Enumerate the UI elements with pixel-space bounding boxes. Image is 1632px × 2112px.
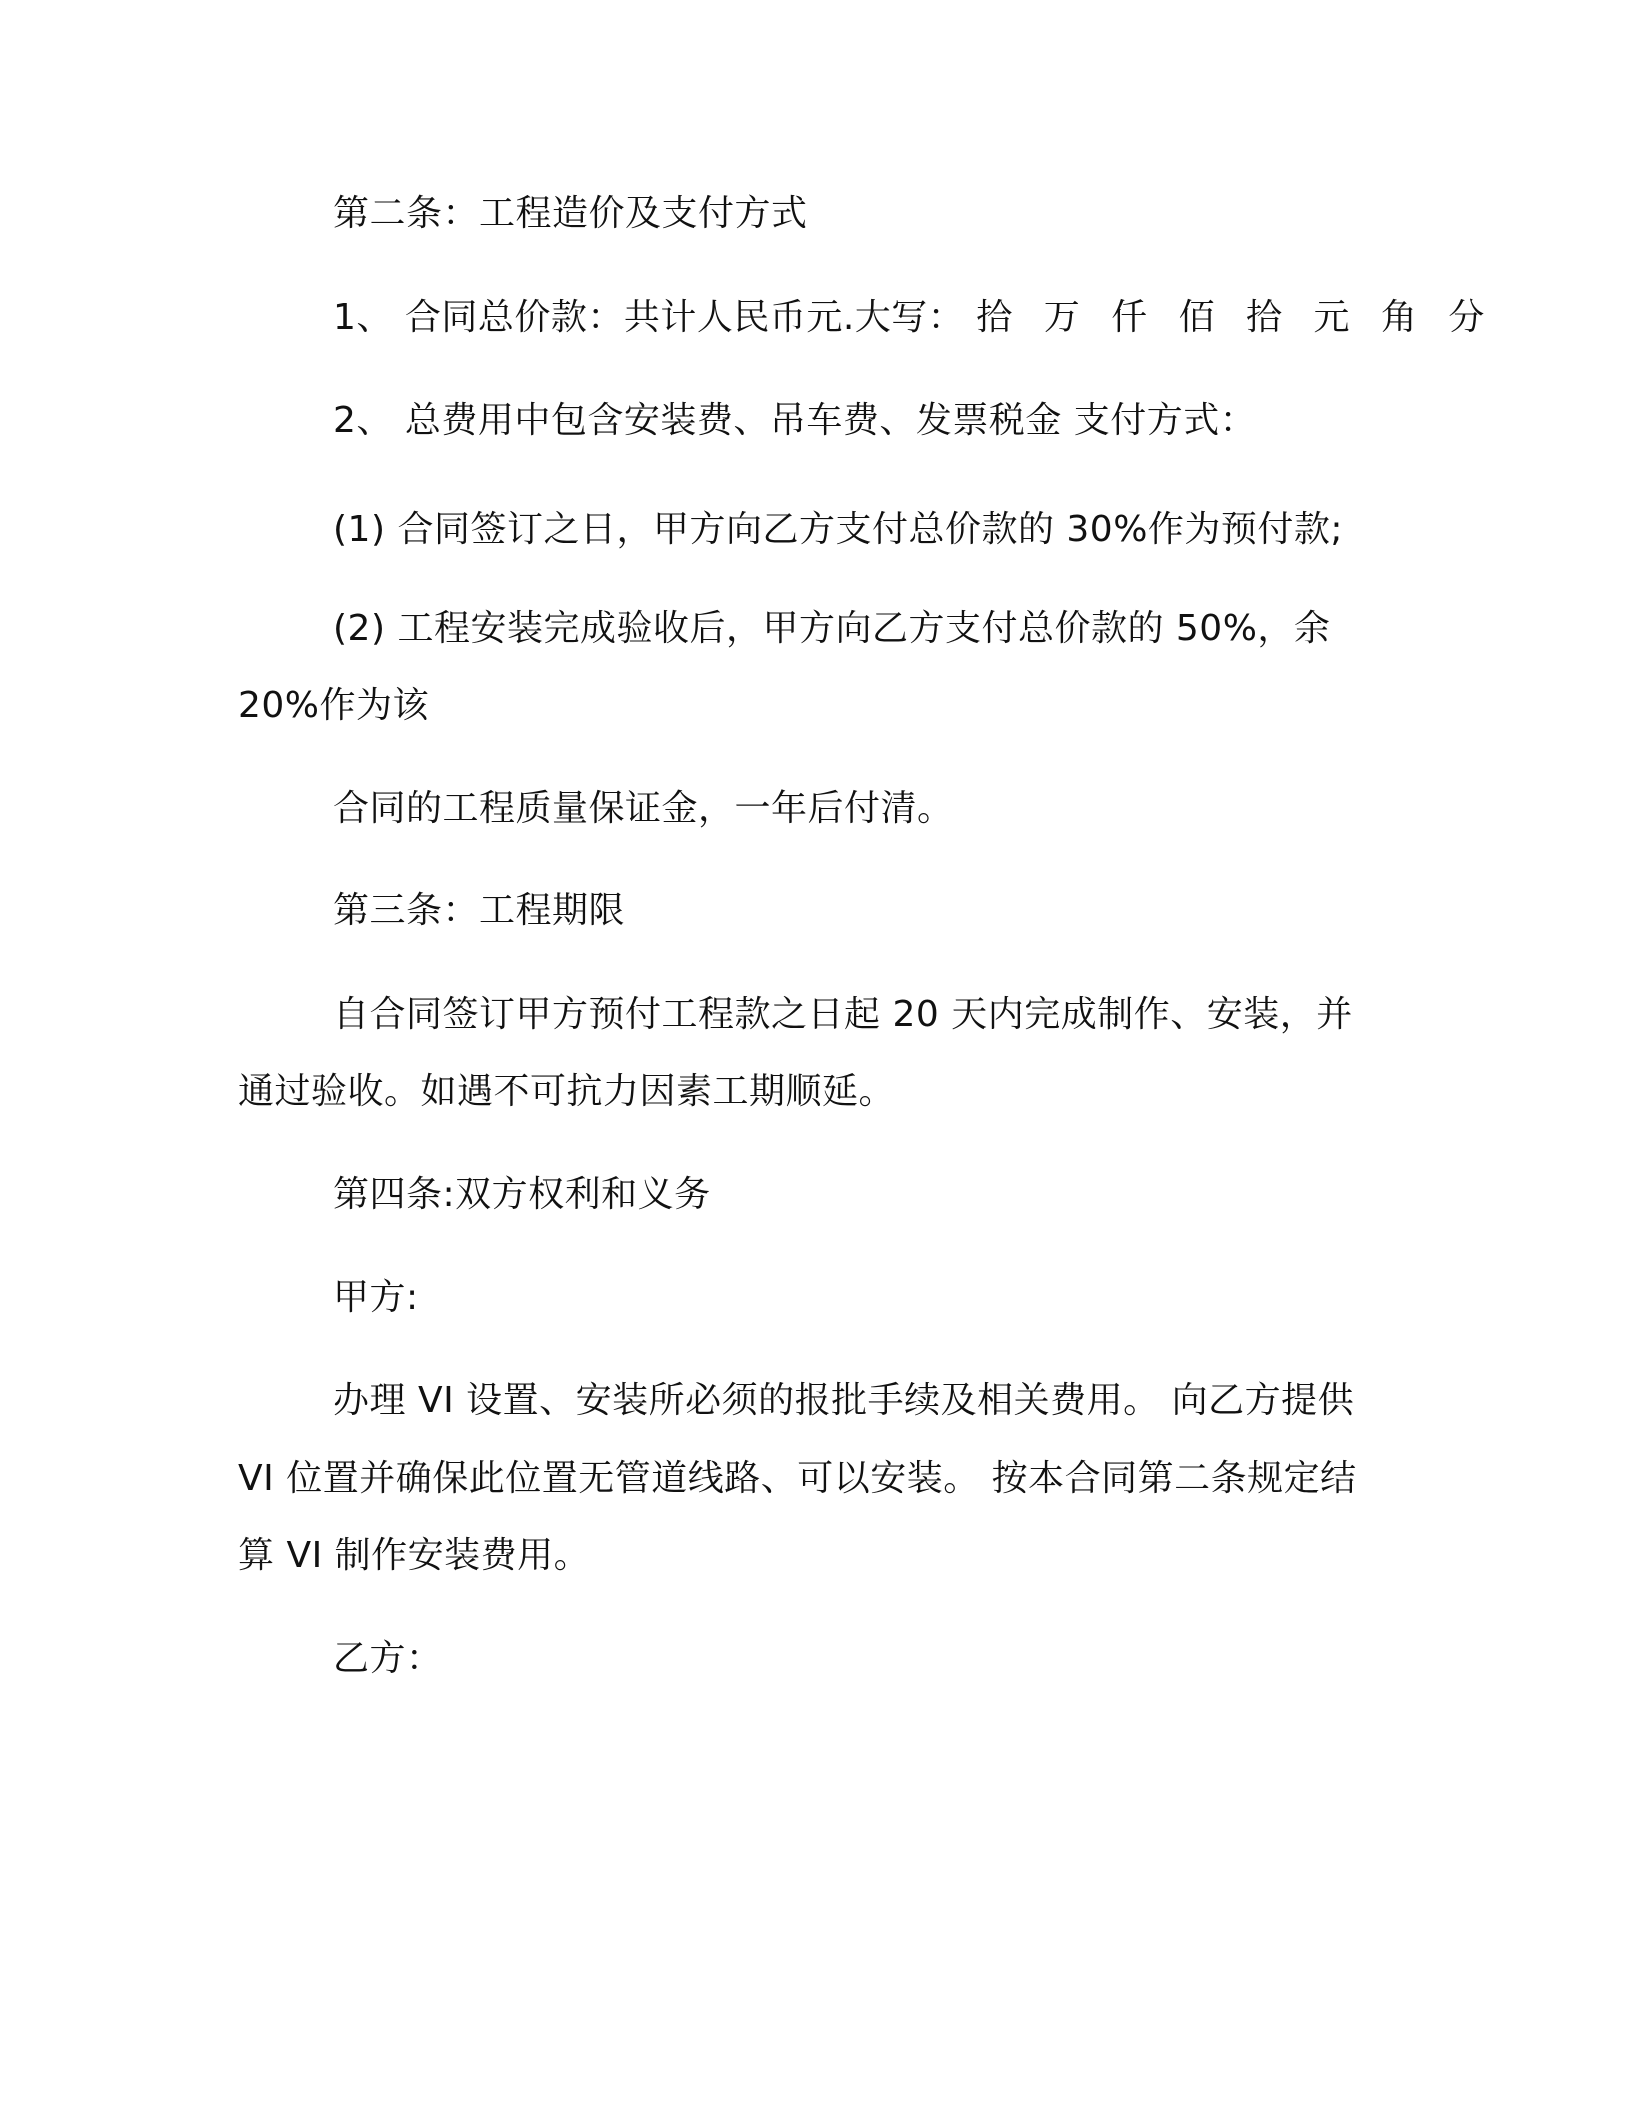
payment-term-2-line-3: 合同的工程质量保证金，一年后付清。	[333, 788, 954, 829]
article-2-item-1	[333, 296, 1494, 340]
contract-total-price-text: 1、 合同总价款：共计人民币元.大写：	[333, 297, 965, 338]
article-3-body-line-1: 自合同签订甲方预付工程款之日起 20 天内完成制作、安装，并	[333, 994, 1353, 1035]
article-4-heading: 第四条:双方权利和义务	[333, 1174, 711, 1215]
party-a-duty-line-3: 算 VI 制作安装费用。	[238, 1535, 591, 1576]
payment-term-2-line-1: (2) 工程安装完成验收后，甲方向乙方支付总价款的 50%，余	[333, 608, 1331, 649]
payment-term-2-line-2: 20%作为该	[238, 685, 430, 726]
party-a-label: 甲方:	[333, 1277, 419, 1318]
party-b-label: 乙方：	[333, 1638, 443, 1679]
payment-term-1: (1) 合同签订之日，甲方向乙方支付总价款的 30%作为预付款;	[333, 509, 1344, 550]
article-3-heading: 第三条：工程期限	[333, 890, 626, 931]
chinese-amount-units: 拾 万 仟 佰 拾 元 角 分	[976, 297, 1495, 338]
article-2-item-2: 2、 总费用中包含安装费、吊车费、发票税金 支付方式：	[333, 400, 1257, 441]
party-a-duty-line-2: VI 位置并确保此位置无管道线路、可以安装。 按本合同第二条规定结	[238, 1458, 1357, 1499]
article-2-heading: 第二条：工程造价及支付方式	[333, 193, 808, 234]
article-3-body-line-2: 通过验收。如遇不可抗力因素工期顺延。	[238, 1071, 896, 1112]
party-a-duty-line-1: 办理 VI 设置、安装所必须的报批手续及相关费用。 向乙方提供	[333, 1380, 1355, 1421]
